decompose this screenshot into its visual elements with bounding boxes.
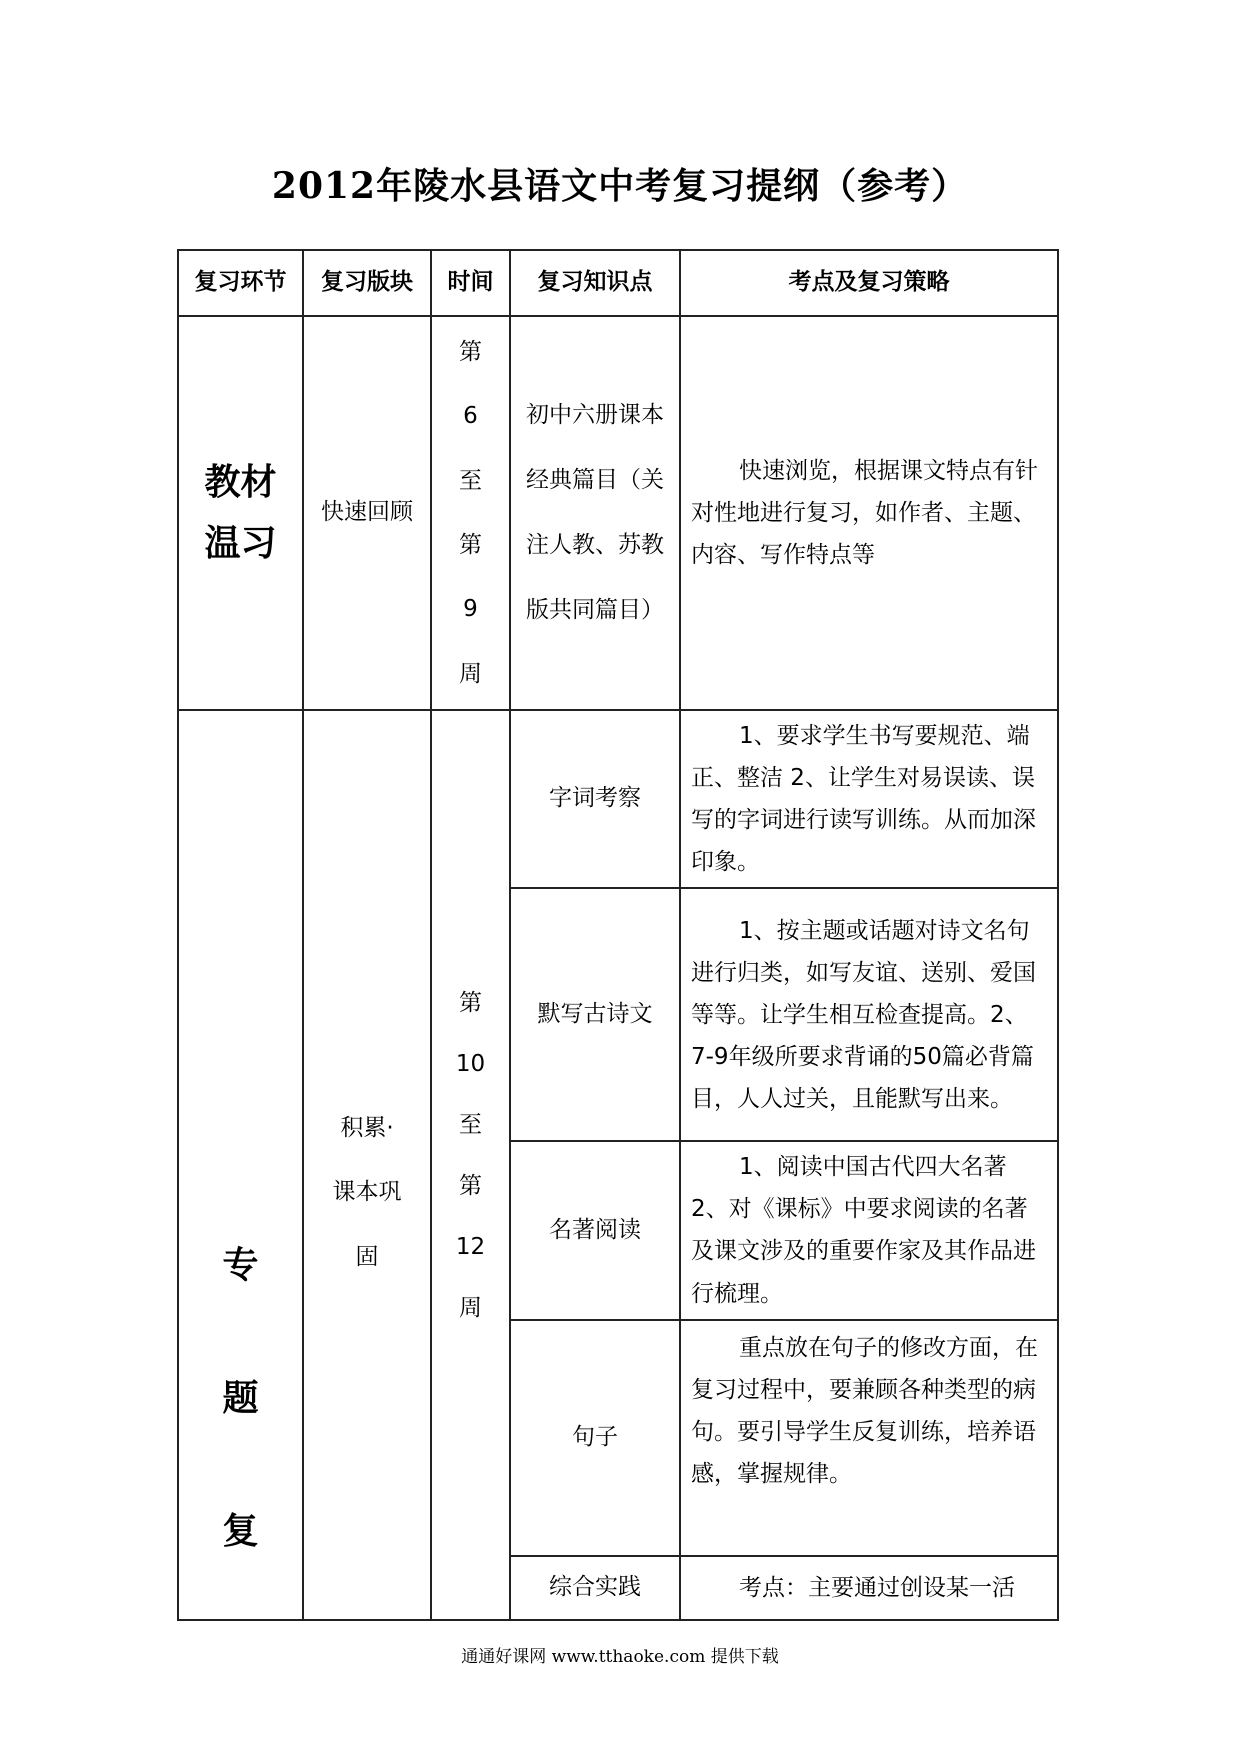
time-label: 第10至第12周 — [455, 990, 486, 1321]
page-title: 2012年陵水县语文中考复习提纲（参考） — [271, 165, 969, 207]
knowledge-cell: 句子 — [510, 1320, 680, 1556]
stage-label: 专题复 — [222, 1245, 259, 1553]
stage-cell — [178, 316, 303, 710]
header-stage: 复习环节 — [178, 250, 303, 316]
strategy-cell: 1、阅读中国古代四大名著 2、对《课标》中要求阅读的名著及课文涉及的重要作家及其作品进行梳理。 — [680, 1141, 1058, 1319]
strategy-cell: 考点：主要通过创设某一活 — [680, 1556, 1058, 1620]
module-label: 积累·课本巩固 — [332, 1115, 402, 1270]
table-row — [178, 316, 1058, 710]
header-knowledge: 复习知识点 — [510, 250, 680, 316]
header-time: 时间 — [431, 250, 510, 316]
strategy-cell: 重点放在句子的修改方面，在复习过程中，要兼顾各种类型的病句。要引导学生反复训练，培养语感，掌握规律。 — [680, 1320, 1058, 1556]
time-cell — [431, 316, 510, 710]
review-outline-table — [177, 249, 1059, 1621]
table-header-row — [178, 250, 1058, 316]
knowledge-cell: 综合实践 — [510, 1556, 680, 1620]
time-label: 第6至第9周 — [459, 338, 482, 687]
strategy-cell: 快速浏览，根据课文特点有针对性地进行复习，如作者、主题、内容、写作特点等 — [680, 316, 1058, 710]
time-cell — [431, 710, 510, 1620]
strategy-cell: 1、要求学生书写要规范、端正、整洁 2、让学生对易误读、误写的字词进行读写训练。从而加深印象。 — [680, 710, 1058, 888]
knowledge-cell: 名著阅读 — [510, 1141, 680, 1319]
knowledge-cell: 默写古诗文 — [510, 888, 680, 1141]
stage-cell — [178, 710, 303, 1620]
knowledge-cell: 初中六册课本经典篇目（关注人教、苏教版共同篇目） — [510, 316, 680, 710]
stage-label: 教材温习 — [204, 461, 277, 564]
footer-text: 通通好课网 www.tthaoke.com 提供下载 — [461, 1647, 779, 1667]
knowledge-cell: 字词考察 — [510, 710, 680, 888]
strategy-cell: 1、按主题或话题对诗文名句进行归类，如写友谊、送别、爱国等等。让学生相互检查提高。2、7-9年级所要求背诵的50篇必背篇目，人人过关，且能默写出来。 — [680, 888, 1058, 1141]
header-module: 复习版块 — [303, 250, 431, 316]
module-cell — [303, 710, 431, 1620]
header-strategy: 考点及复习策略 — [680, 250, 1058, 316]
module-cell: 快速回顾 — [303, 316, 431, 710]
table-row — [178, 710, 1058, 888]
